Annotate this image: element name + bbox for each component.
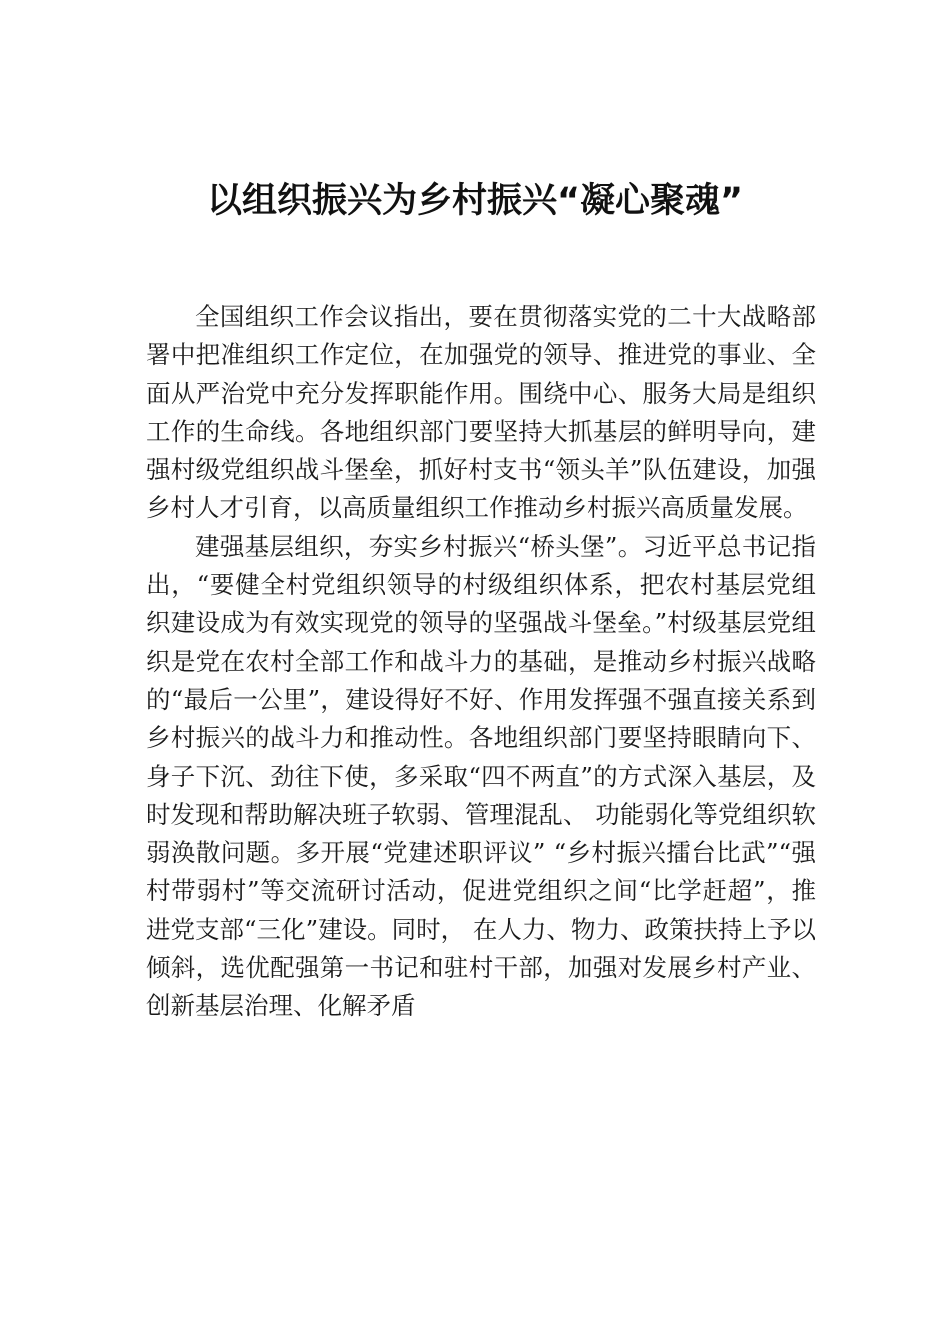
paragraph-1: 全国组织工作会议指出，要在贯彻落实党的二十大战略部署中把准组织工作定位，在加强党的领导、推进党的事业、全面从严治党中充分发挥职能作用。围绕中心、服务大局是组织工作的生命线。各地组织部门要坚持大抓基层的鲜明导向，建强村级党组织战斗堡垒，抓好村支书“领头羊”队伍建设，加强乡村人才引育，以高质量组织工作推动乡村振兴高质量发展。 [146,302,816,523]
document-title: 以组织振兴为乡村振兴“凝心聚魂” [206,181,743,221]
paragraph-2: 建强基层组织，夯实乡村振兴“桥头堡”。习近平总书记指出，“要健全村党组织领导的村级组织体系，把农村基层党组织建设成为有效实现党的领导的坚强战斗堡垒。”村级基层党组织是党在农村全部工作和战斗力的基础，是推动乡村振兴战略的“最后一公里”，建设得好不好、作用发挥强不强直接关系到乡村振兴的战斗力和推动性。各地组织部门要坚持眼睛向下、身子下沉、劲往下使，多采取“四不两直”的方式深入基层，及时发现和帮助解决班子软弱、管理混乱、 功能弱化等党组织软弱涣散问题。多开展“党建述职评议” “乡村振兴擂台比武”“强村带弱村”等交流研讨活动，促进党组织之间“比学赶超”，推进党支部“三化”建设。同时， 在人力、物力、政策扶持上予以倾斜，选优配强第一书记和驻村干部，加强对发展乡村产业、创新基层治理、化解矛盾 [146,531,816,1021]
document-body [146,298,816,1026]
